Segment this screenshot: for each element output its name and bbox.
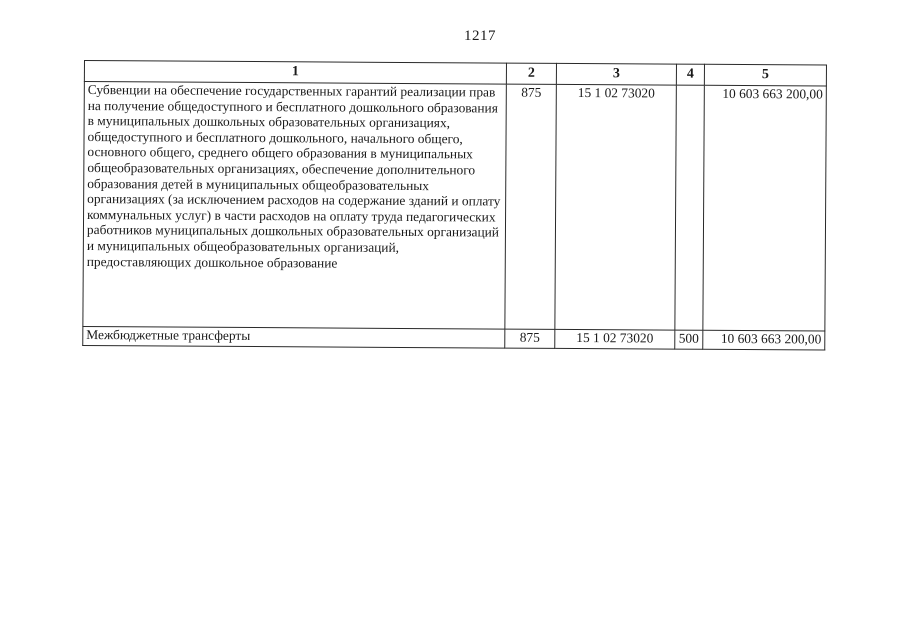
row-amount: 10 603 663 200,00: [703, 330, 825, 350]
row-name: Межбюджетные трансферты: [86, 327, 251, 344]
row-code: 875: [505, 84, 556, 329]
row-name-cell: [83, 82, 506, 330]
row-target: 15 1 02 73020: [555, 329, 675, 349]
page-number: 1217: [464, 28, 496, 44]
table-row: [83, 326, 825, 350]
row-target: 15 1 02 73020: [555, 84, 676, 330]
header-col-1: 1: [84, 61, 506, 85]
row-type: 500: [675, 330, 703, 349]
row-amount: 10 603 663 200,00: [703, 85, 826, 331]
budget-table: [82, 60, 827, 351]
row-name-cell: [83, 326, 505, 348]
table-row: [83, 82, 826, 332]
row-code: 875: [505, 329, 555, 348]
row-name: Субвенции на обеспечение государственных гарантий реализации прав на получение общедоступного и бесплатного дошкольного образования в муниципальных дошкольных образовательных организациях, общедоступного и бесплатного дошкольного, начального общего, основного общего, среднего общего образования в муниципальных общеобразовательных организациях, обеспечение дополнительного образования детей в муниципальных общеобразовательных организациях (за исключением расходов на содержание зданий и оплату коммунальных услуг) в части расходов на оплату труда педагогических работников муниципальных дошкольных образовательных организаций и муниципальных общеобразовательных организаций, предоставляющих дошкольное образование: [86, 82, 501, 271]
row-type: [675, 85, 704, 330]
header-col-5: 5: [704, 64, 826, 86]
header-col-4: 4: [676, 64, 704, 85]
header-col-2: 2: [506, 63, 556, 84]
header-col-3: 3: [556, 63, 676, 85]
